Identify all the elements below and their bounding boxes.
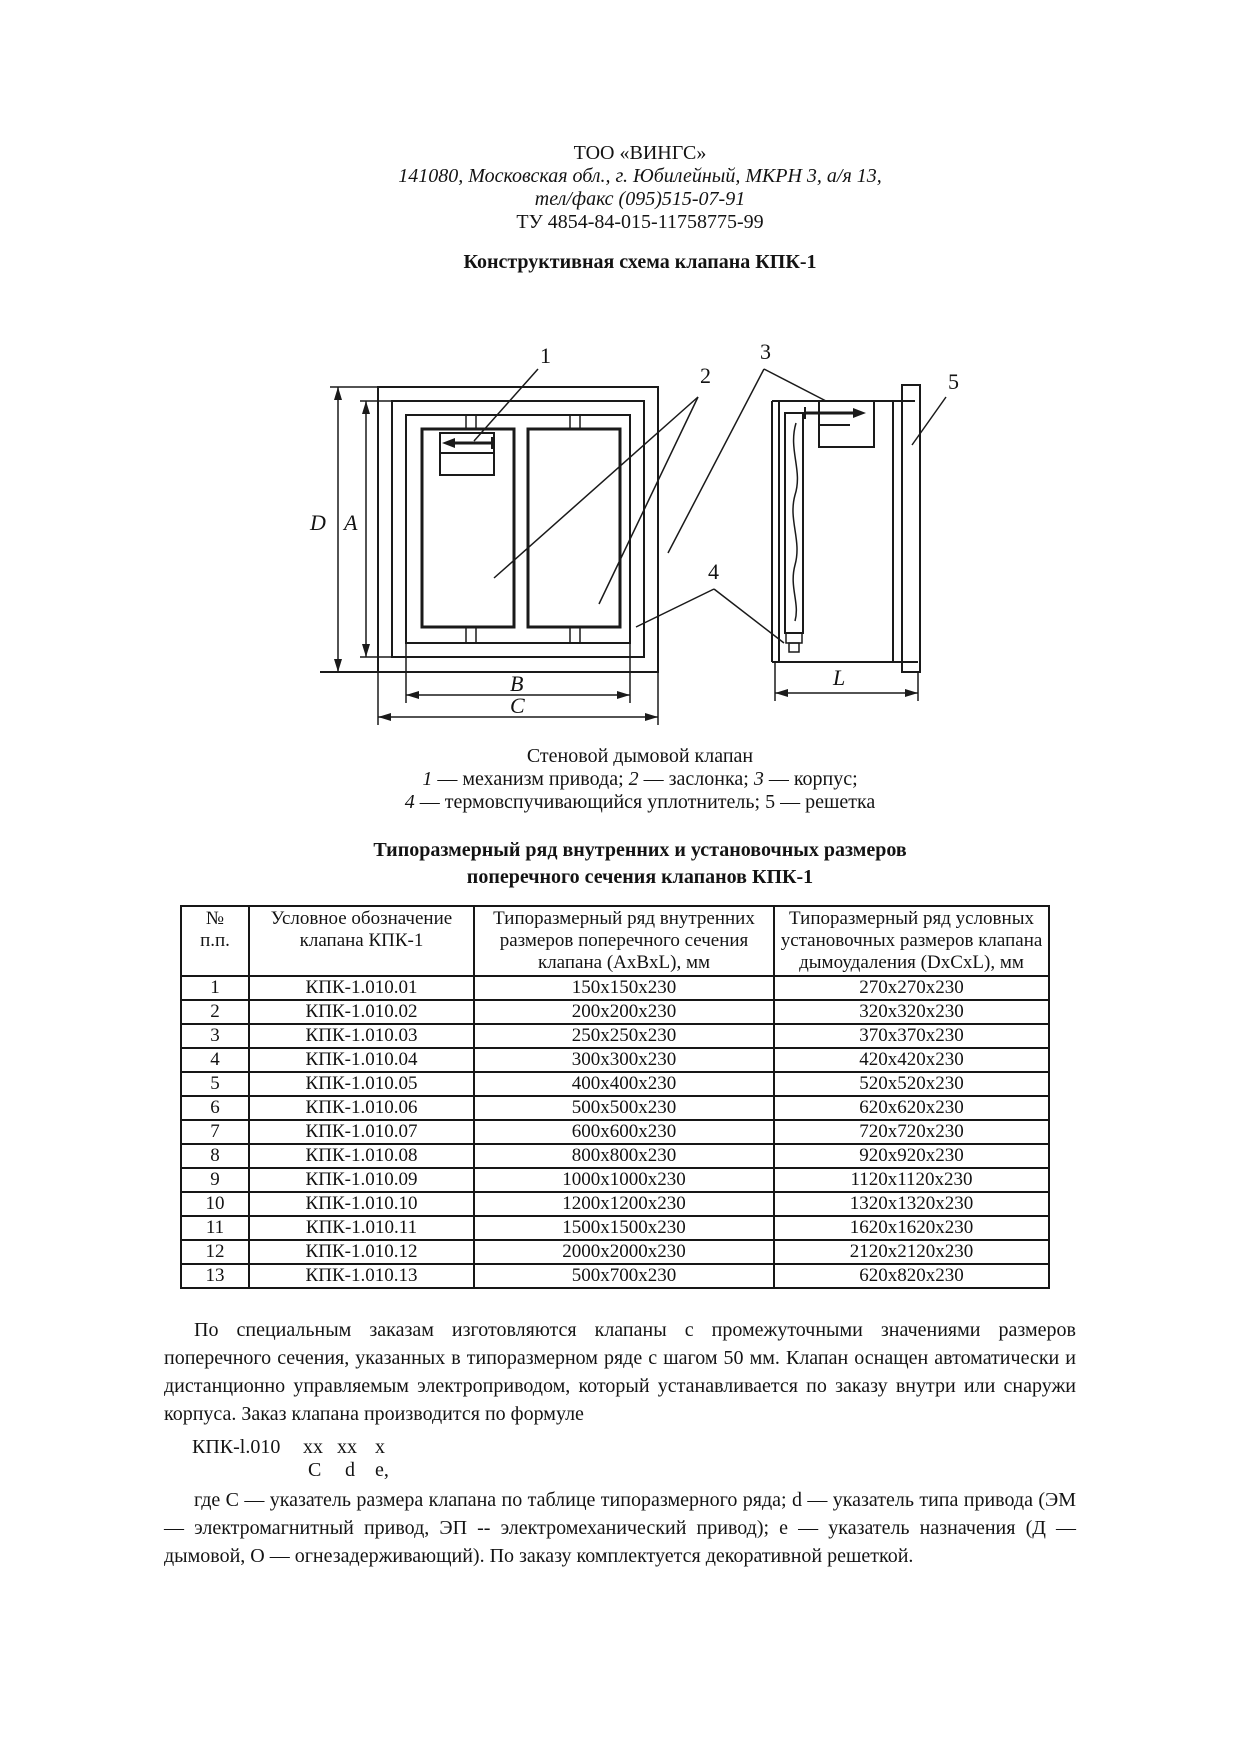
legend-text: — термовспучивающийся уплотнитель; bbox=[414, 791, 766, 813]
table-cell: 800x800x230 bbox=[474, 1144, 774, 1168]
table-cell: 370x370x230 bbox=[774, 1024, 1049, 1048]
formula-base: КПК-l.010 bbox=[192, 1436, 281, 1458]
table-cell: 500x500x230 bbox=[474, 1096, 774, 1120]
legend-num-5: 5 bbox=[765, 791, 776, 813]
formula-xx2: хх bbox=[337, 1436, 357, 1458]
table-header-mounting-dims: Типоразмерный ряд условных установочных размеров клапана дымоудаления (DxCxL), мм bbox=[774, 906, 1049, 976]
dim-label-d: D bbox=[310, 510, 326, 535]
table-cell: 250x250x230 bbox=[474, 1024, 774, 1048]
table-cell: 150x150x230 bbox=[474, 976, 774, 1000]
table-cell: КПК-1.010.06 bbox=[249, 1096, 474, 1120]
table-cell: КПК-1.010.02 bbox=[249, 1000, 474, 1024]
table-cell: 9 bbox=[181, 1168, 249, 1192]
table-cell: КПК-1.010.09 bbox=[249, 1168, 474, 1192]
table-cell: 620x620x230 bbox=[774, 1096, 1049, 1120]
table-cell: 600x600x230 bbox=[474, 1120, 774, 1144]
table-cell: 2120x2120x230 bbox=[774, 1240, 1049, 1264]
formula-xx1: хх bbox=[303, 1436, 323, 1458]
table-cell: 7 bbox=[181, 1120, 249, 1144]
table-cell: 1120x1120x230 bbox=[774, 1168, 1049, 1192]
table-cell: 11 bbox=[181, 1216, 249, 1240]
table-header-row bbox=[181, 906, 1049, 976]
table-cell: КПК-1.010.12 bbox=[249, 1240, 474, 1264]
table-cell: 200x200x230 bbox=[474, 1000, 774, 1024]
table-cell: 10 bbox=[181, 1192, 249, 1216]
callout-4: 4 bbox=[708, 559, 719, 584]
paragraph-order-info: По специальным заказам изготовляются клапаны с промежуточными значениями размеров поперечного сечения, указанных в типоразмерном ряде с шагом 50 мм. Клапан оснащен автоматически и дистанционно управляемым электроприводом, который устанавливается по заказу внутри или снаружи корпуса. Заказ клапана производится по формуле bbox=[164, 1319, 1076, 1425]
table-header-inner-dims: Типоразмерный ряд внутренних размеров поперечного сечения клапана (AxBxL), мм bbox=[474, 906, 774, 976]
table-row bbox=[181, 1192, 1049, 1216]
valve-diagram bbox=[270, 335, 970, 735]
page-title: Конструктивная схема клапана КПК-1 bbox=[463, 251, 817, 273]
table-cell: КПК-1.010.07 bbox=[249, 1120, 474, 1144]
table-row bbox=[181, 1240, 1049, 1264]
table-cell: 720x720x230 bbox=[774, 1120, 1049, 1144]
table-cell: 620x820x230 bbox=[774, 1264, 1049, 1288]
table-header-num: № п.п. bbox=[181, 906, 249, 976]
table-title-line1: Типоразмерный ряд внутренних и установочных размеров bbox=[373, 839, 907, 861]
actuator-front bbox=[440, 433, 494, 475]
table-row bbox=[181, 1096, 1049, 1120]
front-view bbox=[320, 387, 658, 672]
grille-bar bbox=[902, 385, 920, 672]
legend-text: — решетка bbox=[775, 791, 876, 813]
table-cell: 5 bbox=[181, 1072, 249, 1096]
table-row bbox=[181, 1072, 1049, 1096]
callouts bbox=[474, 339, 959, 643]
table-cell: КПК-1.010.13 bbox=[249, 1264, 474, 1288]
table-row bbox=[181, 1264, 1049, 1288]
table-row bbox=[181, 1048, 1049, 1072]
formula-x3: х bbox=[375, 1436, 385, 1458]
legend-text: — корпус; bbox=[763, 768, 858, 790]
table-cell: 3 bbox=[181, 1024, 249, 1048]
callout-2: 2 bbox=[700, 363, 711, 388]
table-cell: 500x700x230 bbox=[474, 1264, 774, 1288]
table-cell: 1620x1620x230 bbox=[774, 1216, 1049, 1240]
callout-3: 3 bbox=[760, 339, 771, 364]
table-cell: КПК-1.010.05 bbox=[249, 1072, 474, 1096]
table-cell: 300x300x230 bbox=[474, 1048, 774, 1072]
table-row bbox=[181, 976, 1049, 1000]
letterhead bbox=[40, 142, 1240, 234]
size-table bbox=[180, 905, 1050, 1289]
table-cell: 1 bbox=[181, 976, 249, 1000]
dim-label-a: A bbox=[344, 510, 358, 535]
table-cell: КПК-1.010.08 bbox=[249, 1144, 474, 1168]
table-cell: 920x920x230 bbox=[774, 1144, 1049, 1168]
paragraph-formula-legend: где С — указатель размера клапана по таблице типоразмерного ряда; d — указатель типа привода (ЭМ — электромагнитный привод, ЭП -- электромеханический привод); е — указатель назначения (Д — дымовой, О — огнезадерживающий). По заказу комплектуется декоративной решеткой. bbox=[164, 1489, 1076, 1567]
table-cell: 520x520x230 bbox=[774, 1072, 1049, 1096]
legend-num-3: 3 bbox=[753, 768, 764, 790]
table-row bbox=[181, 1216, 1049, 1240]
diagram-legend-line1 bbox=[40, 768, 1240, 791]
table-cell: 1500x1500x230 bbox=[474, 1216, 774, 1240]
company-name: ТОО «ВИНГС» bbox=[573, 142, 707, 164]
valve-diagram-svg bbox=[270, 335, 970, 735]
seal-strip bbox=[785, 413, 803, 652]
table-cell: 1320x1320x230 bbox=[774, 1192, 1049, 1216]
table-header-designation: Условное обозначение клапана КПК-1 bbox=[249, 906, 474, 976]
table-row bbox=[181, 1120, 1049, 1144]
table-cell: 6 bbox=[181, 1096, 249, 1120]
table-cell: КПК-1.010.10 bbox=[249, 1192, 474, 1216]
table-cell: 2 bbox=[181, 1000, 249, 1024]
table-row bbox=[181, 1168, 1049, 1192]
diagram-caption: Стеновой дымовой клапан bbox=[526, 745, 754, 767]
company-address: 141080, Московская обл., г. Юбилейный, МКРН 3, а/я 13, bbox=[398, 165, 882, 187]
dim-label-c: C bbox=[510, 693, 525, 718]
table-cell: 320x320x230 bbox=[774, 1000, 1049, 1024]
actuator-side bbox=[805, 401, 874, 447]
legend-num-4: 4 bbox=[404, 791, 415, 813]
diagram-legend-line2 bbox=[40, 791, 1240, 814]
legend-num-2: 2 bbox=[628, 768, 639, 790]
table-cell: 400x400x230 bbox=[474, 1072, 774, 1096]
table-cell: КПК-1.010.11 bbox=[249, 1216, 474, 1240]
front-dimensions bbox=[309, 387, 658, 725]
table-cell: КПК-1.010.04 bbox=[249, 1048, 474, 1072]
formula-d: d bbox=[345, 1459, 355, 1481]
table-row bbox=[181, 1024, 1049, 1048]
table-cell: КПК-1.010.01 bbox=[249, 976, 474, 1000]
legend-text: — механизм привода; bbox=[432, 768, 629, 790]
table-cell: 13 bbox=[181, 1264, 249, 1288]
formula-e: е, bbox=[375, 1459, 389, 1481]
company-phone-fax: тел/факс (095)515-07-91 bbox=[534, 188, 746, 210]
table-title bbox=[40, 837, 1240, 891]
side-view bbox=[772, 385, 920, 701]
table-cell: 270x270x230 bbox=[774, 976, 1049, 1000]
table-title-line2: поперечного сечения клапанов КПК-1 bbox=[466, 866, 814, 888]
tu-number: ТУ 4854-84-015-11758775-99 bbox=[516, 211, 764, 233]
callout-5: 5 bbox=[948, 369, 959, 394]
table-cell: КПК-1.010.03 bbox=[249, 1024, 474, 1048]
table-cell: 2000x2000x230 bbox=[474, 1240, 774, 1264]
dim-label-l: L bbox=[833, 665, 846, 690]
table-row bbox=[181, 1144, 1049, 1168]
diagram-caption-block bbox=[40, 745, 1240, 814]
formula-c: С bbox=[308, 1459, 322, 1481]
callout-1: 1 bbox=[540, 343, 551, 368]
legend-text: — заслонка; bbox=[638, 768, 754, 790]
table-cell: 1000x1000x230 bbox=[474, 1168, 774, 1192]
table-cell: 12 bbox=[181, 1240, 249, 1264]
table-cell: 420x420x230 bbox=[774, 1048, 1049, 1072]
table-cell: 1200x1200x230 bbox=[474, 1192, 774, 1216]
legend-num-1: 1 bbox=[422, 768, 433, 790]
order-formula bbox=[160, 1436, 660, 1486]
table-row bbox=[181, 1000, 1049, 1024]
table-cell: 8 bbox=[181, 1144, 249, 1168]
table-cell: 4 bbox=[181, 1048, 249, 1072]
dim-label-b: B bbox=[510, 671, 524, 696]
